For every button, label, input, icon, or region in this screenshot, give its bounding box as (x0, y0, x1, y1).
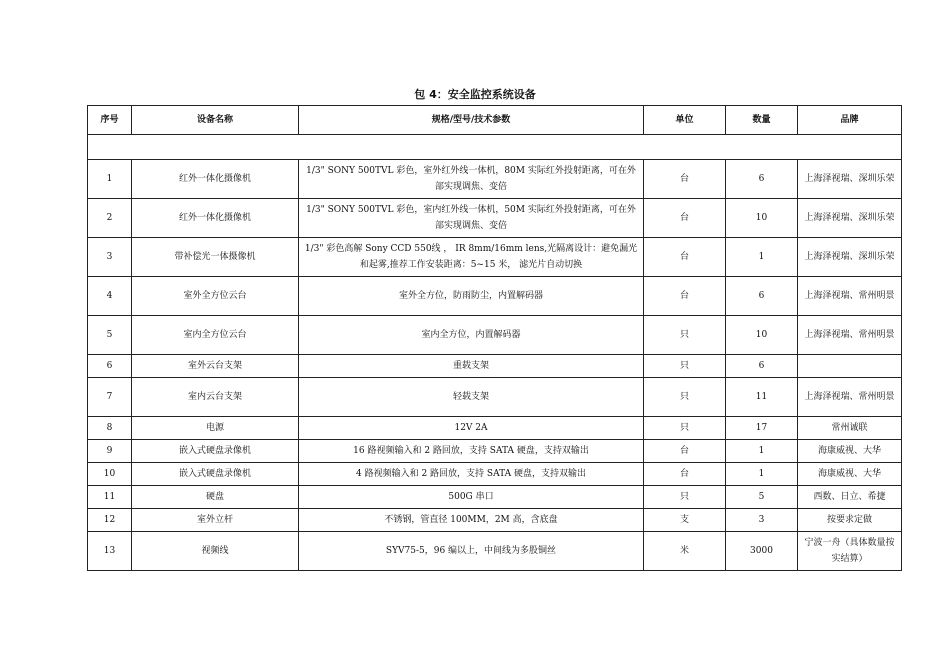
table-row (88, 277, 902, 316)
cell-unit: 台 (644, 440, 726, 463)
cell-spec: 1/3" 彩色高解 Sony CCD 550线 ， IR 8mm/16mm lens,光隔离设计：避免漏光和起雾,推荐工作安装距离：5~15 米， 滤光片自动切换 (299, 238, 644, 277)
cell-unit: 只 (644, 417, 726, 440)
cell-brand: 上海泽视瑞、深圳乐荣 (798, 238, 902, 277)
table-row (88, 378, 902, 417)
cell-no: 7 (88, 378, 132, 417)
cell-unit: 支 (644, 509, 726, 532)
table-row (88, 160, 902, 199)
cell-unit: 米 (644, 532, 726, 571)
cell-qty: 3000 (726, 532, 798, 571)
blank-row (88, 135, 902, 160)
cell-name: 嵌入式硬盘录像机 (132, 463, 299, 486)
cell-name: 视频线 (132, 532, 299, 571)
cell-brand: 上海泽视瑞、常州明景 (798, 378, 902, 417)
cell-brand: 上海泽视瑞、深圳乐荣 (798, 199, 902, 238)
cell-no: 10 (88, 463, 132, 486)
cell-unit: 台 (644, 199, 726, 238)
cell-no: 11 (88, 486, 132, 509)
cell-name: 嵌入式硬盘录像机 (132, 440, 299, 463)
cell-brand: 常州诚联 (798, 417, 902, 440)
cell-no: 12 (88, 509, 132, 532)
cell-qty: 17 (726, 417, 798, 440)
cell-unit: 台 (644, 463, 726, 486)
cell-no: 9 (88, 440, 132, 463)
cell-name: 室外全方位云台 (132, 277, 299, 316)
cell-name: 室内云台支架 (132, 378, 299, 417)
table-row (88, 532, 902, 571)
cell-qty: 1 (726, 440, 798, 463)
cell-name: 硬盘 (132, 486, 299, 509)
table-row (88, 199, 902, 238)
table-row (88, 463, 902, 486)
cell-qty: 6 (726, 277, 798, 316)
cell-no: 2 (88, 199, 132, 238)
equipment-table (87, 105, 902, 571)
cell-brand: 上海泽视瑞、深圳乐荣 (798, 160, 902, 199)
cell-spec: 16 路视频输入和 2 路回放，支持 SATA 硬盘，支持双输出 (299, 440, 644, 463)
cell-no: 3 (88, 238, 132, 277)
cell-qty: 10 (726, 199, 798, 238)
header-brand: 品牌 (798, 106, 902, 135)
cell-spec: 1/3" SONY 500TVL 彩色，室内红外线一体机，50M 实际红外投射距离，可在外部实现调焦、变倍 (299, 199, 644, 238)
cell-brand: 西数、日立、希捷 (798, 486, 902, 509)
cell-name: 室外立杆 (132, 509, 299, 532)
header-unit: 单位 (644, 106, 726, 135)
cell-brand: 宁波一舟（具体数量按实结算） (798, 532, 902, 571)
cell-spec: 4 路视频输入和 2 路回放，支持 SATA 硬盘，支持双输出 (299, 463, 644, 486)
cell-no: 4 (88, 277, 132, 316)
cell-name: 室内全方位云台 (132, 316, 299, 355)
cell-brand: 海康威视、大华 (798, 440, 902, 463)
cell-no: 5 (88, 316, 132, 355)
table-row (88, 316, 902, 355)
cell-qty: 5 (726, 486, 798, 509)
cell-unit: 只 (644, 378, 726, 417)
cell-name: 红外一体化摄像机 (132, 160, 299, 199)
table-row (88, 355, 902, 378)
cell-brand: 海康威视、大华 (798, 463, 902, 486)
cell-spec: 12V 2A (299, 417, 644, 440)
cell-unit: 台 (644, 160, 726, 199)
cell-qty: 6 (726, 355, 798, 378)
cell-qty: 11 (726, 378, 798, 417)
cell-qty: 1 (726, 238, 798, 277)
cell-qty: 1 (726, 463, 798, 486)
table-row (88, 417, 902, 440)
header-no: 序号 (88, 106, 132, 135)
header-qty: 数量 (726, 106, 798, 135)
cell-spec: 500G 串口 (299, 486, 644, 509)
cell-spec: 室外全方位，防雨防尘，内置解码器 (299, 277, 644, 316)
table-row (88, 509, 902, 532)
cell-spec: SYV75-5，96 编以上，中间线为多股铜丝 (299, 532, 644, 571)
cell-qty: 6 (726, 160, 798, 199)
cell-no: 1 (88, 160, 132, 199)
cell-brand: 上海泽视瑞、常州明景 (798, 316, 902, 355)
table-row (88, 440, 902, 463)
table-header-row (88, 106, 902, 135)
page-title: 包 4：安全监控系统设备 (414, 88, 536, 101)
cell-name: 红外一体化摄像机 (132, 199, 299, 238)
cell-no: 13 (88, 532, 132, 571)
table-row (88, 486, 902, 509)
cell-spec: 不锈钢，管直径 100MM，2M 高，含底盘 (299, 509, 644, 532)
cell-brand (798, 355, 902, 378)
cell-spec: 1/3" SONY 500TVL 彩色，室外红外线一体机，80M 实际红外投射距离，可在外部实现调焦、变倍 (299, 160, 644, 199)
cell-unit: 台 (644, 277, 726, 316)
cell-qty: 3 (726, 509, 798, 532)
cell-unit: 只 (644, 316, 726, 355)
table-row (88, 238, 902, 277)
cell-unit: 只 (644, 486, 726, 509)
cell-no: 8 (88, 417, 132, 440)
blank-cell (88, 135, 902, 160)
cell-brand: 上海泽视瑞、常州明景 (798, 277, 902, 316)
cell-name: 室外云台支架 (132, 355, 299, 378)
cell-unit: 只 (644, 355, 726, 378)
cell-spec: 室内全方位，内置解码器 (299, 316, 644, 355)
cell-brand: 按要求定做 (798, 509, 902, 532)
cell-no: 6 (88, 355, 132, 378)
cell-spec: 重载支架 (299, 355, 644, 378)
cell-spec: 轻载支架 (299, 378, 644, 417)
cell-unit: 台 (644, 238, 726, 277)
cell-qty: 10 (726, 316, 798, 355)
cell-name: 带补偿光一体摄像机 (132, 238, 299, 277)
header-name: 设备名称 (132, 106, 299, 135)
header-spec: 规格/型号/技术参数 (299, 106, 644, 135)
cell-name: 电源 (132, 417, 299, 440)
